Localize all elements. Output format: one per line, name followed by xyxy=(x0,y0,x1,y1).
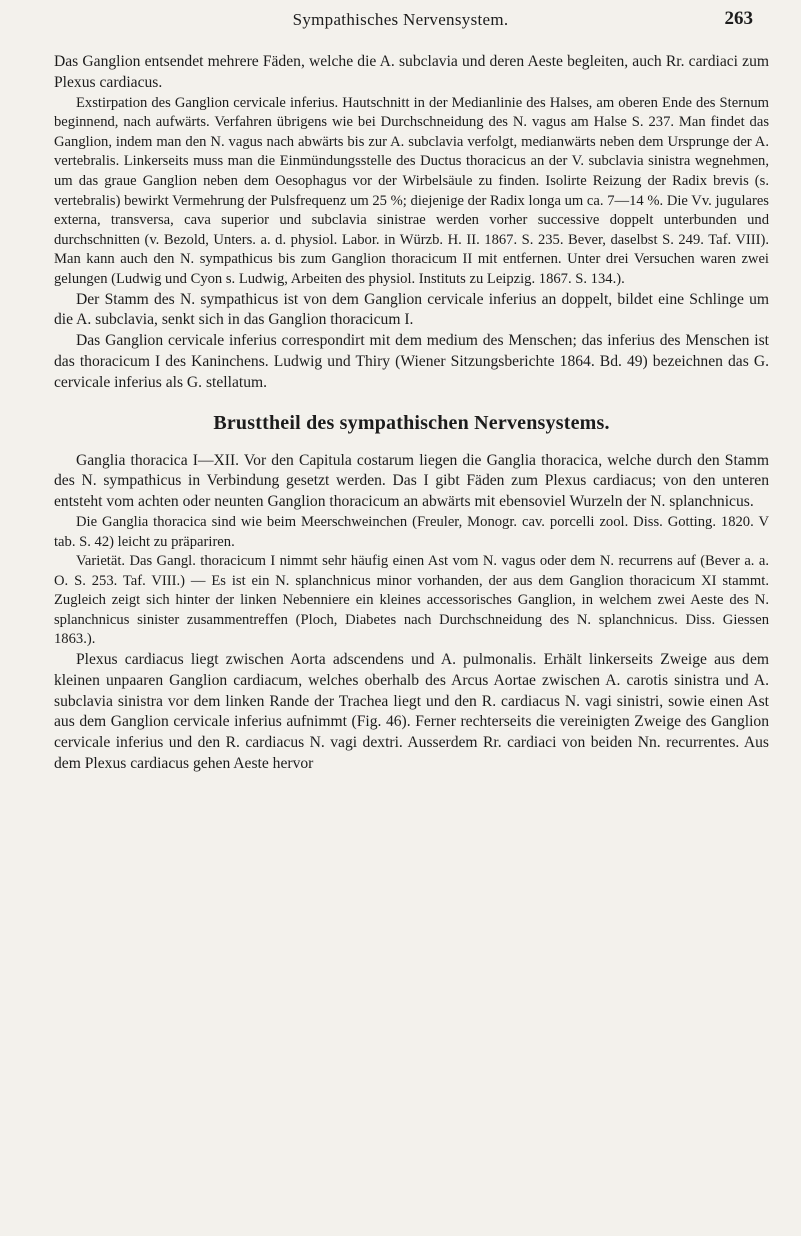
paragraph-ganglion-correspondirt: Das Ganglion cervicale inferius correspondirt mit dem medium des Menschen; das inferius des Menschen ist das thoracicum I des Kaninchens. Ludwig und Thiry (Wiener Sitzungsberichte 1864. Bd. 49) bezeichnen das G. cervicale inferius als G. stellatum. xyxy=(54,332,769,391)
paragraph-ganglion-faeden: Das Ganglion entsendet mehrere Fäden, welche die A. subclavia und deren Aeste begleiten, auch Rr. cardiaci zum Plexus cardiacus. xyxy=(54,53,769,91)
page-number: 263 xyxy=(724,8,753,29)
page-header xyxy=(0,8,801,34)
page-body xyxy=(54,52,769,775)
paragraph-ganglia-thoracica: Ganglia thoracica I—XII. Vor den Capitula costarum liegen die Ganglia thoracica, welche durch den Stamm des N. sympathicus in Verbindung gesetzt werden. Das I gibt Fäden zum Plexus cardiacus; von den unteren entsteht vom achten oder neunten Ganglion thoracicum an abwärts mit ebensoviel Wurzeln der N. splanchnicus. xyxy=(54,451,769,511)
paragraph-stamm-sympathicus: Der Stamm des N. sympathicus ist von dem Ganglion cervicale inferius an doppelt, bildet eine Schlinge um die A. subclavia, senkt sich in das Ganglion thoracicum I. xyxy=(54,290,769,329)
paragraph-varietaet: Varietät. Das Gangl. thoracicum I nimmt sehr häufig einen Ast vom N. vagus oder dem N. recurrens auf (Bever a. a. O. S. 253. Taf. VIII.) — Es ist ein N. splanchnicus minor vorhanden, der aus dem Ganglion thoracicum XI stammt. Zugleich zeigt sich hinter der linken Nebenniere ein kleines accessorisches Ganglion, in welchem zwei Aeste des N. splanchnicus sinister zusammentreffen (Ploch, Diabetes nach Durchschneidung des N. splanchnicus. Diss. Giessen 1863.). xyxy=(54,553,769,648)
running-head: Sympathisches Nervensystem. xyxy=(292,10,509,29)
paragraph-meerschweinchen: Die Ganglia thoracica sind wie beim Meerschweinchen (Freuler, Monogr. cav. porcelli zool. Diss. Gotting. 1820. V tab. S. 42) leicht zu präpariren. xyxy=(54,513,769,550)
section-heading: Brusttheil des sympathischen Nervensystems. xyxy=(213,411,610,434)
paragraph-exstirpation: Exstirpation des Ganglion cervicale inferius. Hautschnitt in der Medianlinie des Halses, am oberen Ende des Sternum beginnend, nach aufwärts. Verfahren übrigens wie bei Durchschneidung des N. vagus am Halse S. 237. Man findet das Ganglion, indem man den N. vagus nach abwärts bis zur A. subclavia verfolgt, medianwärts neben dem Ursprunge der A. vertebralis. Linkerseits muss man die Einmündungsstelle des Ductus thoracicus an der V. subclavia sinistra wegnehmen, um das graue Ganglion neben dem Oesophagus vor der Wirbelsäule zu finden. Isolirte Reizung der Radix brevis (s. vertebralis) bewirkt Vermehrung der Pulsfrequenz um 25 %; diejenige der Radix longa um ca. 7—14 %. Die Vv. jugulares externa, transversa, cava superior und subclavia sinistrae werden vorher successive doppelt unterbunden und durchschnitten (v. Bezold, Unters. a. d. physiol. Labor. in Würzb. H. II. 1867. S. 235. Bever, daselbst S. 249. Taf. VIII). Man kann auch den N. sympathicus bis zum Ganglion thoracicum II mit entfernen. Unter drei Versuchen waren zwei gelungen (Ludwig und Cyon s. Ludwig, Arbeiten des physiol. Instituts zu Leipzig. 1867. S. 134.). xyxy=(54,94,769,287)
paragraph-plexus-cardiacus: Plexus cardiacus liegt zwischen Aorta adscendens und A. pulmonalis. Erhält linkerseits Zweige aus dem kleinen unpaaren Ganglion cardiacum, welches oberhalb des Arcus Aortae zwischen A. carotis sinistra und A. subclavia sinistra vor dem linken Rande der Trachea liegt und den R. cardiacus N. vagi sinistri, sowie einen Ast aus dem Ganglion cervicale inferius aufnimmt (Fig. 46). Ferner rechterseits die vereinigten Zweige des Ganglion cervicale inferius und den R. cardiacus N. vagi dextri. Ausserdem Rr. cardiaci von beiden Nn. recurrentes. Aus dem Plexus cardiacus gehen Aeste hervor xyxy=(54,651,769,773)
